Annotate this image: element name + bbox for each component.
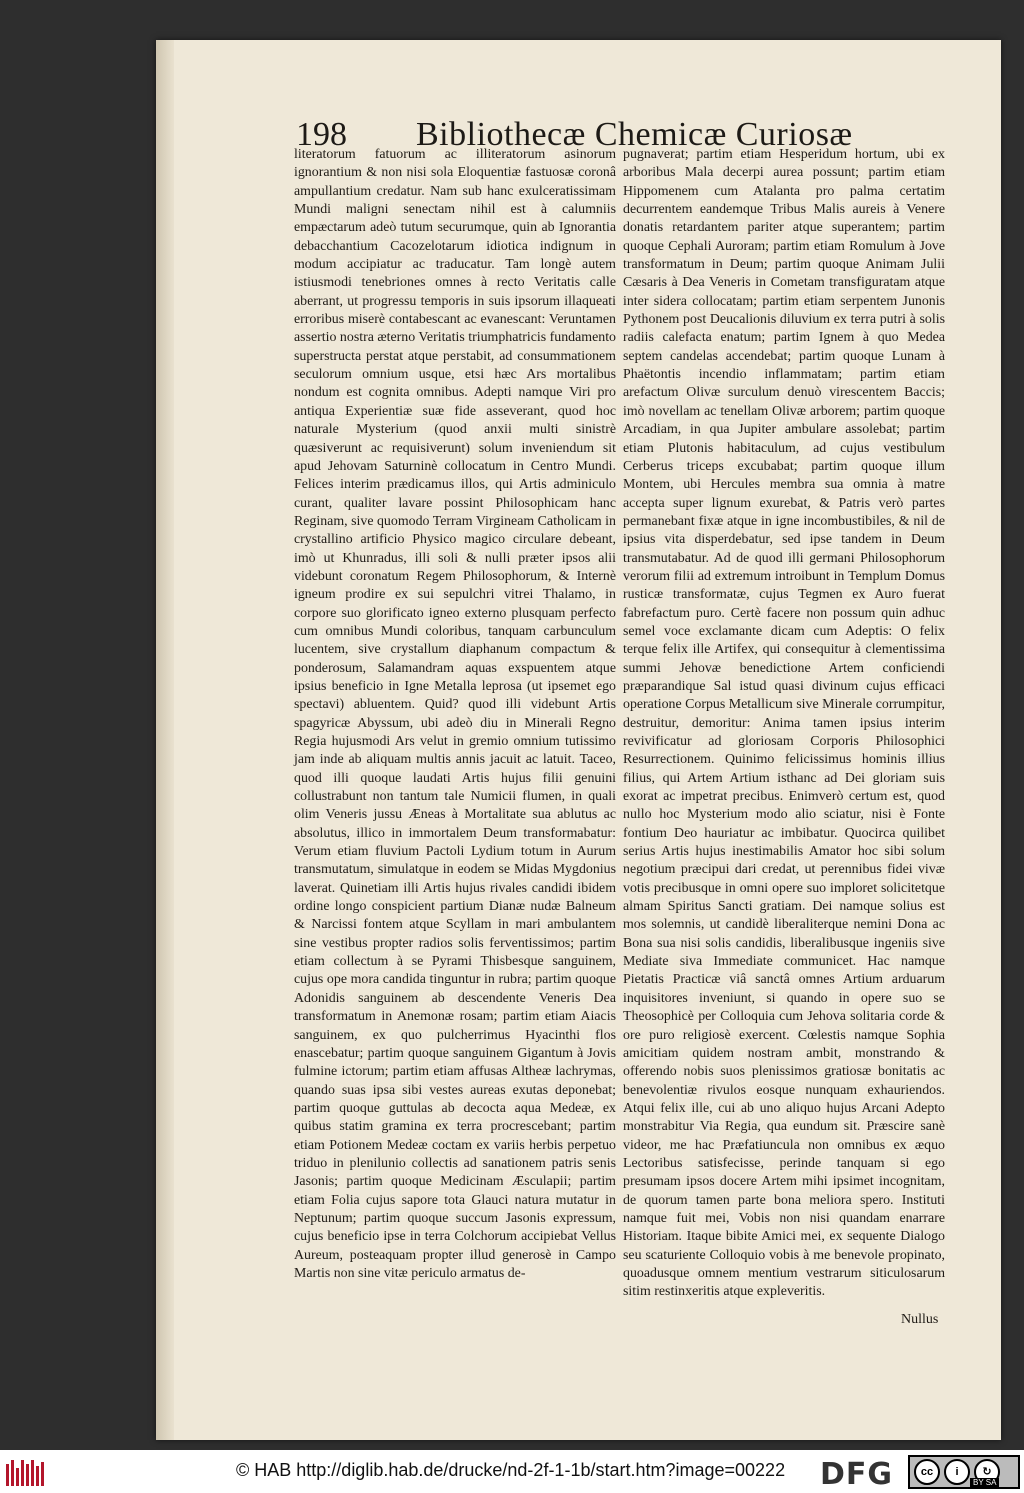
running-title: Bibliothecæ Chemicæ Curiosæ [416,116,853,153]
cc-icon: cc [914,1459,940,1485]
dfg-logo[interactable]: DFG [820,1457,894,1492]
copyright-link[interactable]: © HAB http://diglib.hab.de/drucke/nd-2f-1-1b/start.htm?image=00222 [236,1460,786,1480]
sa-label: SA [985,1478,997,1487]
book-page [156,40,1001,1440]
catchword: Nullus [901,1312,939,1327]
cc-tags [970,1478,999,1487]
cc-license-badge[interactable] [908,1455,1020,1489]
footer-bar [0,1450,1024,1493]
by-label: BY [973,1478,984,1487]
hab-logo-icon[interactable] [6,1458,46,1486]
page-number: 198 [296,116,347,153]
page-gutter [156,40,174,1440]
share-alike-icon: ↻ [974,1459,1000,1485]
left-text-column: literatorum fatuorum ac illiteratorum asinorum ignorantium & non nisi sola Eloquentiæ fastuosæ coronâ ampullantium credatur. Nam sub hanc exulceratissimam Mundi maligni senectam nihil est à calumniis empæctarum adeò tutum securumque, quin ab Ignorantia debacchantium Cacozelotarum idiotica indignum in modum accipiatur ac traducatur. Tam longè autem istiusmodi tenebriones omnes à recto Veritatis calle aberrant, ut progressu temporis in suis ipsorum illaqueati erroribus miserè contabescant ac evanescant: Veruntamen assertio nostra æterno Veritatis triumphatricis fundamento superstructa perstat atque perstabit, ad consummationem seculorum omnium usque, etsi hæc Ars mortalibus nondum est cognita omnibus. Adepti namque Viri pro antiqua Experientiæ suæ fide asseverant, quod hoc naturale Mysterium (quod anxii multi sinistrè quæsiverunt ac requisiverunt) solum inveniendum sit apud Jehovam Saturninè collocatum in Centro Mundi. Felices interim prædicamus illos, qui Artis adminiculo curant, qualiter lavare possint Philosophicam hanc Reginam, sive quomodo Terram Virgineam Catholicam in crystallino artificio Physico magico circulare debeant, imò ut Khunradus, illi soli & nulli præter ipsos alii videbunt coronatum Regem Philosophorum, & Internè igneum prodire ex sui sepulchri vitrei Thalamo, in corpore suo glorificato igneo externo plusquam perfecto cum omnibus Mundi coloribus, tanquam carbunculum lucentem, sive crystallum diaphanum compactum & ponderosum, Salamandram aquas exspuentem atque ipsius beneficio in Igne Metalla leprosa (ut ipsemet ego spectavi) abluentem. Quid? quod illi videbunt Artis spagyricæ Abyssum, ubi adeò diu in Minerali Regno Regia hujusmodi Ars velut in gremio omnium tutissimo jam inde ab aliquam multis annis jacuit ac latuit. Taceo, quod illi quoque laudati Artis hujus filii genuini collustrabunt non tantum tale Numicii flumen, in quali olim Veneris jussu Æneas à Mortalitate sua ablutus ac absolutus, illico in immortalem Deum transformabatur: Verum etiam fluvium Pactoli Lydium totum in Aurum transmutatum, simulatque in eodem se Midas Mygdonius laverat. Quinetiam illi Artis hujus rivales candidi ibidem ordine longo conspicient partium Dianæ nudæ Balneum & Narcissi fontem atque Scyllam in mari ambulantem sine vestibus propter radios solis ferventissimos; partim etiam collectum à se Pyrami Thisbesque sanguinem, cujus ope mora candida tinguntur in rubra; partim quoque Adonidis sanguinem ab descendente Veneris Dea transformatum in Anemonæ rosam; partim etiam Aiacis sanguinem, ex quo pulcherrimus Hyacinthi flos enascebatur; partim quoque sanguinem Gigantum à Jovis fulmine ictorum; partim etiam affusas Altheæ lachrymas, quando suas ipsa sibi vestes aureas exutas deponebat; partim quoque guttulas ab decocta aqua Medeæ, ex quibus statim gramina ex terra procrescebant; partim etiam Potionem Medeæ coctam ex variis herbis perpetuo triduo in plenilunio collectis ad sanationem patris senis Jasonis; partim quoque Medicinam Æsculapii; partim etiam Folia cujus sapore tota Glauci natura mutatur in Neptunum; partim quoque succum Jasonis expressum, cujus beneficio ipse in terra Colchorum accipiebat Vellus Aureum, posteaquam propter illud generosè in Campo Martis non sine vitæ periculo armatus de- [294,147,616,1281]
right-text-column: pugnaverat; partim etiam Hesperidum hortum, ubi ex arboribus Mala decerpi aurea possunt; partim etiam Hippomenem cum Atalanta pro palma certatim decurrentem eandemque Tribus Malis aureis à Venere donatis retardantem pariter atque superantem; partim quoque Cephali Auroram; partim etiam Romulum à Jove transformatum in Deum; partim quoque Animam Julii Cæsaris à Dea Veneris in Cometam transfiguratam atque inter sidera collocatam; partim etiam serpentem Junonis Pythonem post Deucalionis diluvium ex terra putri à solis radiis calefacta enatum; partim Ignem à quo Medea septem candelas accendebat; partim quoque Lunam à Phaëtontis incendio inflammatam; partim etiam arefactum Olivæ surculum denuò virescentem Baccis; imò novellam ac tenellam Olivæ arborem; partim quoque Arcadiam, in qua Jupiter ambulare assolebat; partim etiam Plutonis habitaculum, ad cujus vestibulum Cerberus triceps excubabat; partim quoque illum Montem, ubi Hercules membra sua omnia à matre accepta super lignum exurebat, & Patris verò partes permanebant fixæ atque in igne incombustibiles, & nil de ipsius vita disperdebatur, sed ipse tandem in Deum transmutabatur. Ad de quod illi germani Philosophorum verorum filii ad extremum introibunt in Templum Domus rusticæ transformatæ, cujus Tegmen ex Auro fuerat fabrefactum puro. Certè facere non possum quin adhuc semel voce exclamante dicam cum Adeptis: O felix terque felix ille Artifex, qui consequitur à clementissima summi Jehovæ benedictione Artem conficiendi præparandique Sal istud quasi divinum cujus efficaci operatione Corpus Metallicum sive Minerale corrumpitur, destruitur, demoritur: Anima tamen ipsius interim revivificatur ad gloriosam Corporis Philosophici Resurrectionem. Quinimo felicissimus hominis illius filius, qui Artem Artium isthanc ad Dei gloriam suis exorat ac impetrat precibus. Enimverò certum est, quod nullo hoc Mysterium modo alio sciatur, nisi è Fonte fontium Deo hauriatur ac imbibatur. Quocirca quilibet serius Artis hujus inestimabilis Amator hoc sibi solum negotium præcipui dari credat, ut perennibus fidei vivæ votis precibusque in omni opere suo imploret solicitetque almam Spiritus Sancti gratiam. Dei namque solius est mos solemnis, ut candidè liberaliterque nemini Dona ac Bona sua nisi solis candidis, liberalibusque ingeniis sive Mediate siva Immediate communicet. Hac namque Pietatis Practicæ viâ sanctâ omnes Artium arduarum inquisitores inveniunt, si quando in opere suo se Theosophicè per Colloquia cum Jehova solitaria corde & ore puro religiosè exercent. Cœlestis namque Sophia amicitiam quidem nostram ambit, monstrando & offerendo nobis suos plenissimos gratiosæ bonitatis ac benevolentiæ rivulos eosque nunquam exhauriendos. Atqui felix ille, cui ab uno aliquo hujus Arcani Adepto monstrabitur Via Regia, qua eundum sit. Præscire sanè videor, me hac Præfatiuncula non omnibus ex æquo Lectoribus satisfecisse, perinde tanquam si ego presumam ipsos docere Artem mihi ipsimet incognitam, de quorum tamen parte bona meliora spero. Instituti namque fuit mei, Vobis non nisi quandam enarrare Historiam. Itaque bibite Amici mei, ex sequente Dialogo seu scaturiente Colloquio vobis à me benevole propinato, quoadusque omnem mentium vestrarum siticulosarum sitim restinxeritis atque expleveritis. [623,147,945,1300]
attribution-icon: i [944,1459,970,1485]
